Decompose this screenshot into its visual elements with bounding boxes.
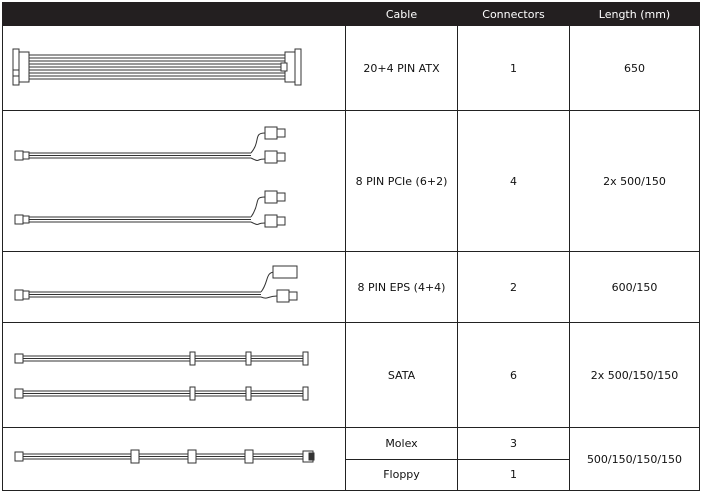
cable-name-cell: 20+4 PIN ATX (346, 26, 458, 111)
table-header-row (3, 3, 700, 26)
length-cell: 650 (570, 26, 700, 111)
header-cable: Cable (346, 3, 458, 26)
header-length: Length (mm) (570, 3, 700, 26)
cable-name-cell: Floppy (346, 459, 458, 491)
header-connectors: Connectors (458, 3, 570, 26)
length-cell: 2x 500/150 (570, 111, 700, 252)
table-row (3, 26, 700, 111)
molex-cable-icon (3, 428, 346, 490)
length-cell: 2x 500/150/150 (570, 323, 700, 428)
connectors-cell: 1 (458, 459, 570, 491)
cable-name-cell: 8 PIN PCIe (6+2) (346, 111, 458, 252)
table-row (3, 252, 700, 323)
sata-cable-icon (3, 323, 346, 427)
molex-floppy-cable-illustration (3, 428, 346, 491)
header-image-cell (3, 3, 346, 26)
atx-cable-illustration (3, 26, 346, 111)
connectors-cell: 3 (458, 428, 570, 460)
connectors-cell: 4 (458, 111, 570, 252)
cable-name-cell: SATA (346, 323, 458, 428)
pcie-cable-icon (3, 111, 346, 251)
length-cell: 600/150 (570, 252, 700, 323)
table-row (3, 428, 700, 460)
table-row (3, 111, 700, 252)
connectors-cell: 6 (458, 323, 570, 428)
cable-name-cell: Molex (346, 428, 458, 460)
eps-cable-icon (3, 252, 346, 322)
cable-name-cell: 8 PIN EPS (4+4) (346, 252, 458, 323)
sata-cable-illustration (3, 323, 346, 428)
cable-spec-table (2, 2, 700, 491)
connectors-cell: 1 (458, 26, 570, 111)
connectors-cell: 2 (458, 252, 570, 323)
length-cell: 500/150/150/150 (570, 428, 700, 491)
atx-cable-icon (3, 26, 346, 110)
eps-cable-illustration (3, 252, 346, 323)
pcie-cable-illustration (3, 111, 346, 252)
table-row (3, 323, 700, 428)
